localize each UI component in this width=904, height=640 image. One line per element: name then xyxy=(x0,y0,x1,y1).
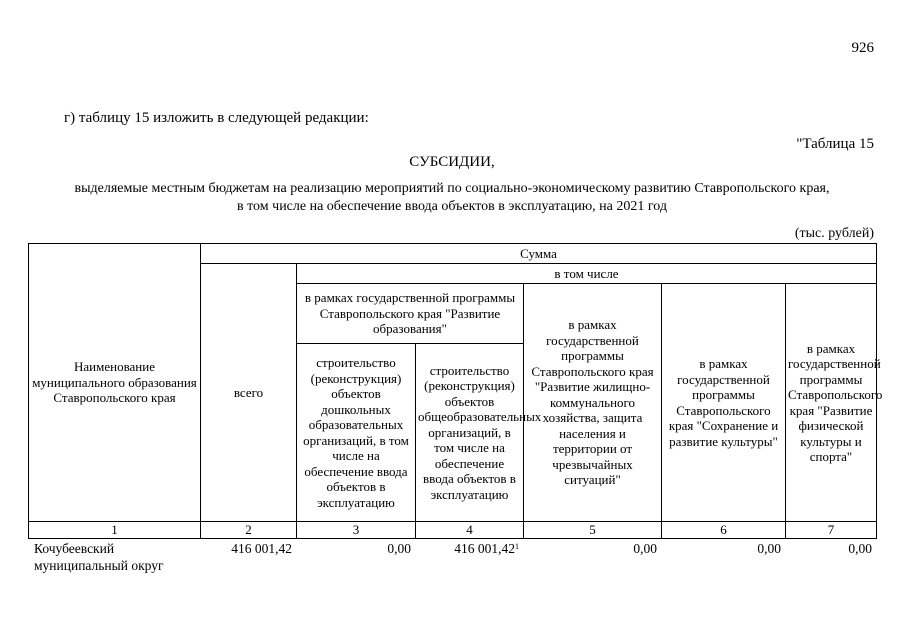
header-total: всего xyxy=(201,264,297,522)
page-number: 926 xyxy=(851,40,874,56)
header-col3: строительство (реконструкция) объектов дошкольных образовательных организаций, в том числе на обеспечение ввода объектов в эксплуатацию xyxy=(297,344,416,522)
value-col4-amount: 416 001,42 xyxy=(454,541,515,556)
header-including: в том числе xyxy=(297,264,877,284)
column-number: 4 xyxy=(416,522,524,539)
header-col4: строительство (реконструкция) объектов общеобразовательных организаций, в том числе на обеспечение ввода объектов в эксплуатацию xyxy=(416,344,524,522)
document-title: СУБСИДИИ, xyxy=(409,154,495,170)
column-number: 5 xyxy=(524,522,662,539)
header-col7: в рамках государственной программы Ставропольского края "Развитие физической культуры и спорта" xyxy=(786,284,877,522)
column-number: 7 xyxy=(786,522,877,539)
column-number: 2 xyxy=(201,522,297,539)
header-education-program: в рамках государственной программы Ставропольского края "Развитие образования" xyxy=(297,284,524,344)
subsidies-table-header xyxy=(28,243,883,539)
header-sum: Сумма xyxy=(201,244,877,264)
header-col6: в рамках государственной программы Ставропольского края "Сохранение и развитие культуры" xyxy=(662,284,786,522)
column-number: 6 xyxy=(662,522,786,539)
document-subtitle xyxy=(20,180,884,216)
subtitle-line-2: в том числе на обеспечение ввода объектов в эксплуатацию, на 2021 год xyxy=(237,199,667,214)
column-number: 3 xyxy=(297,522,416,539)
value-col3: 0,00 xyxy=(387,541,411,556)
subtitle-line-1: выделяемые местным бюджетам на реализацию мероприятий по социально-экономическому развитию Ставропольского края, xyxy=(74,181,830,196)
units-label: (тыс. рублей) xyxy=(794,226,874,241)
value-col5: 0,00 xyxy=(633,541,657,556)
subsidies-table-body xyxy=(28,540,876,574)
table-row xyxy=(28,540,876,574)
header-municipality-name: Наименование муниципального образования Ставропольского края xyxy=(29,244,201,522)
header-col5: в рамках государственной программы Ставропольского края "Развитие жилищно-коммунального хозяйства, защита населения и территории от чрезвычайных ситуаций" xyxy=(524,284,662,522)
column-number: 1 xyxy=(29,522,201,539)
value-col4 xyxy=(415,540,523,574)
value-col6: 0,00 xyxy=(757,541,781,556)
intro-text: г) таблицу 15 изложить в следующей редакции: xyxy=(64,110,369,126)
municipality-name: Кочубеевский муниципальный округ xyxy=(34,541,164,573)
value-total: 416 001,42 xyxy=(231,541,292,556)
table-label: "Таблица 15 xyxy=(796,136,874,152)
value-col7: 0,00 xyxy=(848,541,872,556)
footnote-marker: 1 xyxy=(515,542,519,551)
